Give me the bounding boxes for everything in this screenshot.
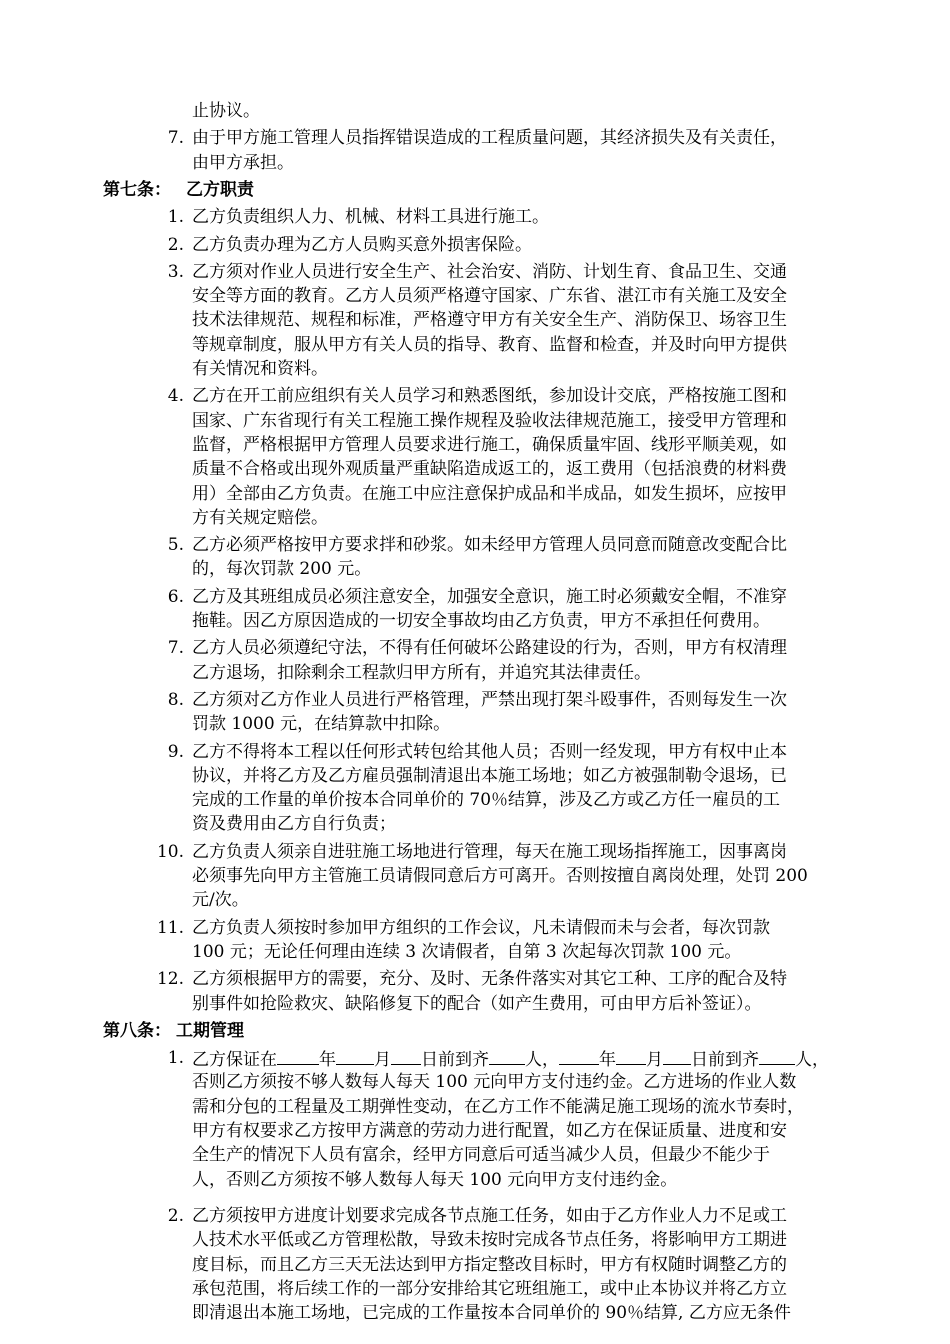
section7-item-line: 乙方负责组织人力、机械、材料工具进行施工。 xyxy=(192,207,549,228)
list-item-number: 4. xyxy=(167,386,184,407)
section8-item-line: 即清退出本施工场地，已完成的工作量按本合同单价的 90％结算, 乙方应无条件 xyxy=(192,1303,791,1324)
blank-field[interactable] xyxy=(489,1046,525,1065)
section7-item-line: 等规章制度，服从甲方有关人员的指导、教育、监督和检查，并及时向甲方提供 xyxy=(192,334,787,355)
section7-item-line: 安全等方面的教育。乙方人员须严格遵守国家、广东省、湛江市有关施工及安全 xyxy=(192,286,787,307)
blank-field[interactable] xyxy=(616,1046,646,1065)
text-segment: 前到齐 xyxy=(438,1050,489,1071)
section7-item-line: 方有关规定赔偿。 xyxy=(192,507,328,528)
section7-item-line: 必须事先向甲方主管施工员请假同意后方可离开。否则按擅自离岗处理，处罚 200 xyxy=(192,866,808,886)
section8-item-line: 乙方须按甲方进度计划要求完成各节点施工任务，如由于乙方作业人力不足或工 xyxy=(192,1205,787,1226)
section7-item-line: 乙方人员必须遵纪守法，不得有任何破坏公路建设的行为，否则，甲方有权清理 xyxy=(192,638,787,659)
previous-item-7-line: 由甲方承担。 xyxy=(192,152,294,173)
list-item-number: 1. xyxy=(167,1048,184,1069)
list-item-number: 5. xyxy=(167,535,184,556)
year-label: 年 xyxy=(599,1050,616,1071)
section8-item-line: 承包范围，将后续工作的一部分安排给其它班组施工，或中止本协议并将乙方立 xyxy=(192,1278,787,1299)
section7-item-line: 的，每次罚款 200 元。 xyxy=(192,559,372,580)
list-item-number: 12. xyxy=(156,969,184,990)
section7-item-line: 完成的工作量的单价按本合同单价的 70％结算，涉及乙方或乙方任一雇员的工 xyxy=(192,790,781,811)
day-label: 日 xyxy=(421,1050,438,1071)
list-item-number: 6. xyxy=(167,586,184,607)
section-heading xyxy=(103,178,254,202)
section7-item-line: 乙方负责办理为乙方人员购买意外损害保险。 xyxy=(192,234,532,255)
section7-item-line: 乙方不得将本工程以任何形式转包给其他人员；否则一经发现，甲方有权中止本 xyxy=(192,741,787,762)
section7-item-line: 别事件如抢险救灾、缺陷修复下的配合（如产生费用，可由甲方后补签证）。 xyxy=(192,993,762,1014)
section7-item-line: 监督，严格根据甲方管理人员要求进行施工，确保质量牢固、线形平顺美观，如 xyxy=(192,434,787,455)
month-label: 月 xyxy=(374,1050,391,1071)
month-label: 月 xyxy=(646,1050,663,1071)
continuation-text: 止协议。 xyxy=(192,101,260,121)
blank-field[interactable] xyxy=(391,1046,421,1065)
section8-item-line: 否则乙方须按不够人数每人每天 100 元向甲方支付违约金。乙方进场的作业人数 xyxy=(192,1072,797,1093)
section8-item-line: 需和分包的工程量及工期弹性变动，在乙方工作不能满足施工现场的流水节奏时， xyxy=(192,1096,804,1117)
blank-field[interactable] xyxy=(336,1046,374,1065)
section-label: 第七条： xyxy=(103,179,171,200)
day-label: 日 xyxy=(691,1050,708,1071)
section7-item-line: 拖鞋。因乙方原因造成的一切安全事故均由乙方负责，甲方不承担任何费用。 xyxy=(192,611,770,631)
section7-item-line: 有关情况和资料。 xyxy=(192,359,328,379)
text-segment: 前到齐 xyxy=(708,1050,759,1071)
previous-item-7-line: 由于甲方施工管理人员指挥错误造成的工程质量问题，其经济损失及有关责任， xyxy=(192,128,787,149)
section7-item-line: 用）全部由乙方负责。在施工中应注意保护成品和半成品，如发生损坏，应按甲 xyxy=(192,483,787,504)
section7-item-line: 乙方须对作业人员进行安全生产、社会治安、消防、计划生育、食品卫生、交通 xyxy=(192,261,787,282)
text-segment: 乙方保证在 xyxy=(192,1050,277,1071)
section7-item-line: 乙方退场，扣除剩余工程款归甲方所有，并追究其法律责任。 xyxy=(192,662,651,683)
section7-item-line: 乙方必须严格按甲方要求拌和砂浆。如未经甲方管理人员同意而随意改变配合比 xyxy=(192,535,787,556)
section7-item-line: 乙方须根据甲方的需要，充分、及时、无条件落实对其它工种、工序的配合及特 xyxy=(192,969,787,990)
list-item-number: 10. xyxy=(156,841,184,862)
list-item-number: 8. xyxy=(167,689,184,710)
section8-item-line: 人技术水平低或乙方管理松散，导致未按时完成各节点任务，将影响甲方工期进 xyxy=(192,1230,787,1251)
year-label: 年 xyxy=(319,1050,336,1071)
list-item-number: 3. xyxy=(167,261,184,282)
section-title: 乙方职责 xyxy=(186,179,254,200)
list-item-number: 11. xyxy=(156,917,184,938)
section7-item-line: 技术法律规范、规程和标准，严格遵守甲方有关安全生产、消防保卫、场容卫生 xyxy=(192,310,787,331)
blank-field[interactable] xyxy=(663,1046,691,1065)
blank-field[interactable] xyxy=(277,1046,319,1065)
blank-field[interactable] xyxy=(559,1046,599,1065)
section8-item-line: 甲方有权要求乙方按甲方满意的劳动力进行配置，如乙方在保证质量、进度和安 xyxy=(192,1121,787,1141)
section7-item-line: 罚款 1000 元，在结算款中扣除。 xyxy=(192,714,451,735)
section7-item-line: 资及费用由乙方自行负责； xyxy=(192,814,396,835)
section7-item-line: 质量不合格或出现外观质量严重缺陷造成返工的，返工费用（包括浪费的材料费 xyxy=(192,459,787,480)
section7-item-line: 协议，并将乙方及乙方雇员强制清退出本施工场地；如乙方被强制勒令退场，已 xyxy=(192,765,787,786)
section-title: 工期管理 xyxy=(176,1020,244,1041)
section7-item-line: 乙方在开工前应组织有关人员学习和熟悉图纸，参加设计交底，严格按施工图和 xyxy=(192,386,787,407)
section-label: 第八条： xyxy=(103,1020,171,1041)
section-heading xyxy=(103,1019,244,1043)
section7-item-line: 乙方负责人须亲自进驻施工场地进行管理，每天在施工现场指挥施工，因事离岗 xyxy=(192,841,787,862)
list-item-number: 7. xyxy=(167,638,184,659)
section7-item-line: 乙方及其班组成员必须注意安全，加强安全意识，施工时必须戴安全帽，不准穿 xyxy=(192,586,787,607)
text-segment: 人， xyxy=(525,1050,559,1071)
list-item-number: 2. xyxy=(167,234,184,255)
list-item-number: 7. xyxy=(167,128,184,149)
list-item-number: 1. xyxy=(167,207,184,228)
section7-item-line: 100 元；无论任何理由连续 3 次请假者，自第 3 次起每次罚款 100 元。 xyxy=(192,941,742,962)
section8-item-line: 人，否则乙方须按不够人数每人每天 100 元向甲方支付违约金。 xyxy=(192,1169,678,1190)
section7-item-line: 乙方负责人须按时参加甲方组织的工作会议，凡未请假而未与会者，每次罚款 xyxy=(192,917,770,938)
section8-item-line: 度目标，而且乙方三天无法达到甲方指定整改目标时，甲方有权随时调整乙方的 xyxy=(192,1254,787,1275)
section7-item-line: 元/次。 xyxy=(192,890,249,911)
guarantee-line xyxy=(192,1046,829,1070)
section7-item-line: 国家、广东省现行有关工程施工操作规程及验收法律规范施工，接受甲方管理和 xyxy=(192,410,787,431)
text-segment: 人， xyxy=(795,1050,829,1071)
section8-item-line: 全生产的情况下人员有富余，经甲方同意后可适当减少人员，但最少不能少于 xyxy=(192,1145,770,1166)
list-item-number: 2. xyxy=(167,1205,184,1226)
section7-item-line: 乙方须对乙方作业人员进行严格管理，严禁出现打架斗殴事件，否则每发生一次 xyxy=(192,689,787,710)
list-item-number: 9. xyxy=(167,741,184,762)
blank-field[interactable] xyxy=(759,1046,795,1065)
